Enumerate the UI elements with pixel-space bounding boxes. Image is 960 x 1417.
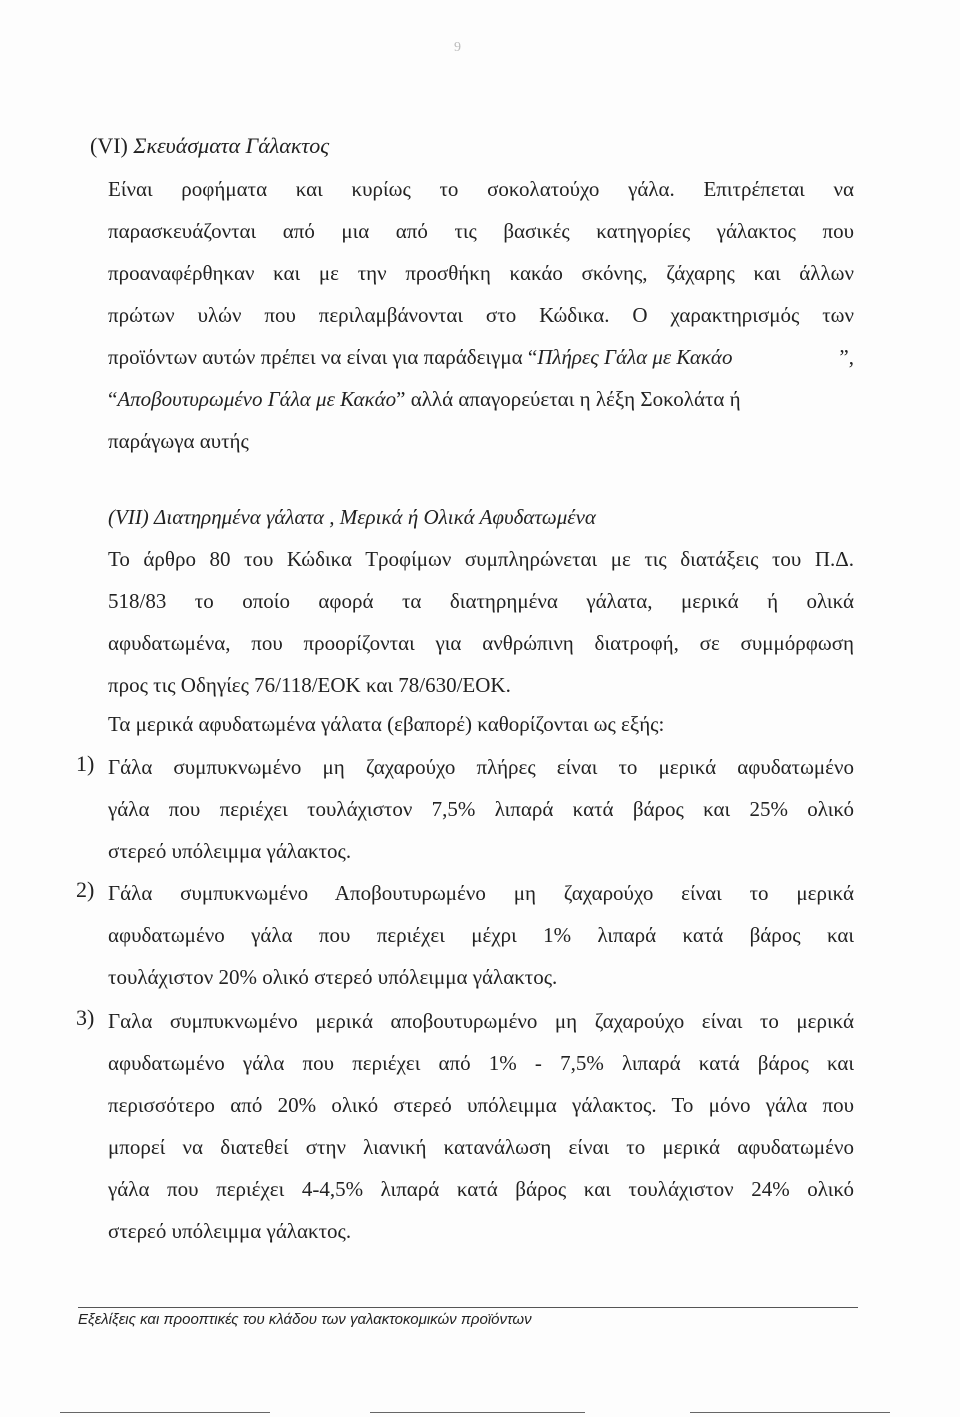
footer-rule [78, 1307, 858, 1308]
section-7-line-3: αφυδατωμένα, που προορίζονται για ανθρώπινη διατροφή, σε συμμόρφωση [108, 631, 854, 655]
section-6-line-5-text: προϊόντων αυτών πρέπει να είναι για παράδειγμα “ [108, 345, 538, 369]
section-6-line-1: Είναι ροφήματα και κυρίως το σοκολατούχο γάλα. Επιτρέπεται να [108, 177, 854, 201]
section-7-intro: Τα μερικά αφυδατωμένα γάλατα (εβαπορέ) καθορίζονται ως εξής: [108, 712, 665, 736]
list-item-3-line-4: μπορεί να διατεθεί στην λιανική κατανάλωση είναι το μερικά αφυδατωμένο [108, 1135, 854, 1159]
list-item-3-line-2: αφυδατωμένο γάλα που περιέχει από 1% - 7,5% λιπαρά κατά βάρος και [108, 1051, 854, 1075]
section-7-line-1: Το άρθρο 80 του Κώδικα Τροφίμων συμπληρώνεται με τις διατάξεις του Π.Δ. [108, 547, 854, 571]
section-6-line-5 [108, 343, 854, 371]
section-7-heading: (VII) Διατηρημένα γάλατα , Μερικά ή Ολικά Αφυδατωμένα [108, 505, 596, 529]
section-6-heading [90, 133, 329, 159]
list-item-2-number: 2) [76, 877, 95, 902]
list-item-2-line-2: αφυδατωμένο γάλα που περιέχει μέχρι 1% λιπαρά κατά βάρος και [108, 923, 854, 947]
section-7-line-4: προς τις Οδηγίες 76/118/ΕΟΚ και 78/630/ΕΟΚ. [108, 673, 511, 697]
list-item-2-line-1: Γάλα συμπυκνωμένο Αποβουτυρωμένο μη ζαχαρούχο είναι το μερικά [108, 881, 854, 905]
bottom-rule-right [690, 1412, 890, 1413]
section-6-line-6 [108, 385, 854, 413]
section-6-line-5-end: ”, [839, 345, 854, 369]
list-item-1-line-1: Γάλα συμπυκνωμένο μη ζαχαρούχο πλήρες είναι το μερικά αφυδατωμένο [108, 755, 854, 779]
list-item-3-line-1: Γαλα συμπυκνωμένο μερικά αποβουτυρωμένο μη ζαχαρούχο είναι το μερικά [108, 1009, 854, 1033]
section-6-title: Σκευάσματα Γάλακτος [133, 133, 330, 158]
page-number: 9 [454, 40, 461, 55]
product-name-full-milk-cocoa: Πλήρες Γάλα με Κακάο [537, 345, 733, 369]
section-6-line-4: πρώτων υλών που περιλαμβάνονται στο Κώδικα. Ο χαρακτηρισμός των [108, 303, 854, 327]
section-6-line-6-quote: “ [108, 387, 118, 411]
list-item-3-number: 3) [76, 1005, 95, 1030]
bottom-rule-left [60, 1412, 270, 1413]
section-6-line-2: παρασκευάζονται από μια από τις βασικές κατηγορίες γάλακτος που [108, 219, 854, 243]
footer-text: Εξελίξεις και προοπτικές του κλάδου των γαλακτοκομικών προϊόντων [78, 1311, 532, 1328]
list-item-3-line-6: στερεό υπόλειμμα γάλακτος. [108, 1219, 352, 1243]
list-item-3-line-3: περισσότερο από 20% ολικό στερεό υπόλειμμα γάλακτος. Το μόνο γάλα που [108, 1093, 854, 1117]
list-item-3-line-5: γάλα που περιέχει 4-4,5% λιπαρά κατά βάρος και τουλάχιστον 24% ολικό [108, 1177, 854, 1201]
section-7-line-2: 518/83 το οποίο αφορά τα διατηρημένα γάλατα, μερικά ή ολικά [108, 589, 854, 613]
section-6-line-6-text: ” αλλά απαγορεύεται η λέξη Σοκολάτα ή [396, 387, 741, 411]
section-6-line-3: προαναφέρθηκαν και με την προσθήκη κακάο σκόνης, ζάχαρης και άλλων [108, 261, 854, 285]
list-item-1-number: 1) [76, 751, 95, 776]
section-6-line-7: παράγωγα αυτής [108, 429, 249, 453]
section-6-number: (VI) [90, 133, 128, 158]
list-item-1-line-3: στερεό υπόλειμμα γάλακτος. [108, 839, 352, 863]
list-item-2-line-3: τουλάχιστον 20% ολικό στερεό υπόλειμμα γάλακτος. [108, 965, 558, 989]
product-name-skim-milk-cocoa: Αποβουτυρωμένο Γάλα με Κακάο [117, 387, 397, 411]
bottom-rule-center [370, 1412, 585, 1413]
list-item-1-line-2: γάλα που περιέχει τουλάχιστον 7,5% λιπαρά κατά βάρος και 25% ολικό [108, 797, 854, 821]
